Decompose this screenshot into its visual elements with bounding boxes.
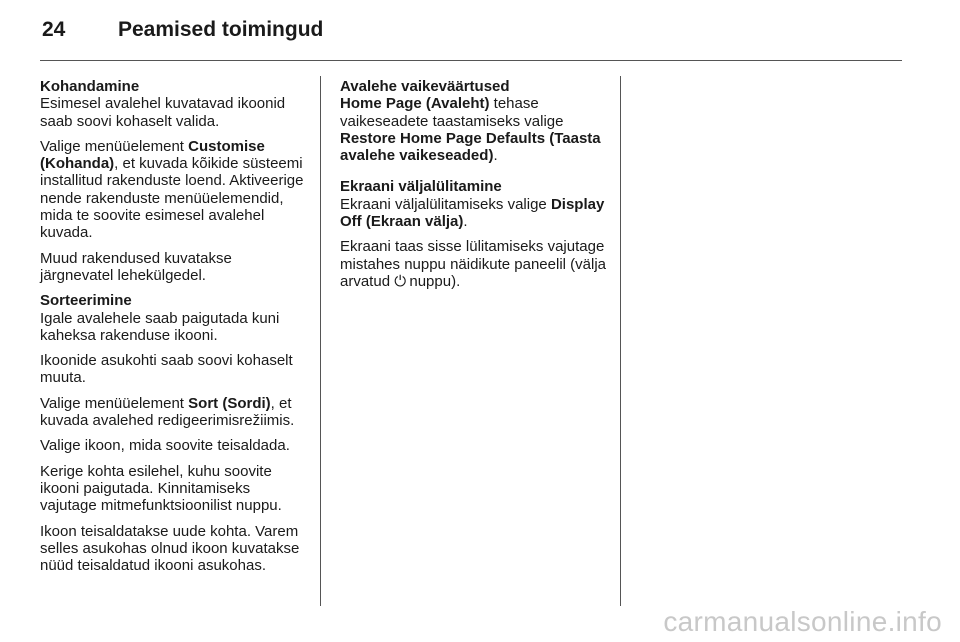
section-heading-kohandamine: Kohandamine (40, 78, 140, 95)
paragraph-text: Igale avalehele saab paigutada kuni kaheksa rakenduse ikooni. (40, 309, 280, 344)
paragraph-text: Esimesel avalehel kuvatavad ikoonid saab soovi kohaselt valida. (40, 95, 286, 130)
paragraph-text: Ikoon teisaldatakse uude kohta. Varem selles asukohas olnud ikoon kuvatakse nüüd teisaldatud ikooni asukohas. (40, 522, 300, 575)
column-1 (40, 78, 308, 582)
section-heading-sorteerimine: Sorteerimine (40, 292, 132, 310)
paragraph-text: Muud rakendused kuvatakse järgnevatel lehekülgedel. (40, 249, 232, 284)
paragraph (40, 250, 308, 285)
column-2 (340, 78, 608, 298)
menu-item-customise: Customise (Kohanda) (40, 137, 265, 173)
menu-item-restore-defaults: Restore Home Page Defaults (Taasta avalehe vaikeseaded) (340, 129, 601, 165)
paragraph-text: Valige ikoon, mida soovite teisaldada. (40, 437, 290, 455)
paragraph-text: Kerige kohta esilehel, kuhu soovite ikooni paigutada. Kinnitamiseks vajutage mitmefunktsioonilist nuppu. (40, 462, 282, 515)
paragraph (340, 238, 608, 290)
paragraph-text: Ikoonide asukohti saab soovi kohaselt muuta. (40, 352, 293, 387)
paragraph-text: . (463, 213, 468, 231)
column-divider-1 (320, 76, 321, 606)
menu-item-sort: Sort (Sordi) (188, 394, 271, 412)
section-heading-ekraani-valjalulitamine: Ekraani väljalülitamine (340, 178, 502, 196)
paragraph (40, 437, 308, 454)
watermark: carmanualsonline.info (663, 606, 942, 637)
page-number: 24 (42, 18, 66, 41)
paragraph (40, 523, 308, 575)
paragraph-text: , et kuvada kõikide süsteemi installitud rakenduste loend. Aktiveerige nende rakenduste menüüelemendid, mida te soovite esimesel avalehel kuvada. (40, 155, 304, 242)
paragraph-text: Ekraani taas sisse lülitamiseks vajutage mistahes nuppu näidikute paneelil (välja arvatud (340, 238, 607, 290)
column-divider-2 (620, 76, 621, 606)
paragraph-text: , et kuvada avalehed redigeerimisrežiimis. (40, 394, 295, 430)
paragraph-text: Valige menüüelement (40, 394, 189, 412)
page-title: Peamised toimingud (118, 18, 324, 41)
menu-item-home-page: Home Page (Avaleht) (340, 95, 490, 113)
paragraph-text: nuppu). (405, 272, 461, 290)
paragraph (40, 95, 308, 130)
paragraph (40, 352, 308, 387)
paragraph-text: Valige menüüelement (40, 137, 189, 155)
paragraph (40, 310, 308, 345)
power-icon: ⏻ (394, 272, 407, 290)
page-header (42, 18, 323, 48)
paragraph (40, 138, 308, 242)
paragraph (40, 395, 308, 430)
paragraph-text: tehase vaikeseadete taastamiseks valige (340, 95, 564, 130)
menu-item-display-off: Display Off (Ekraan välja) (340, 195, 605, 231)
header-rule (40, 60, 902, 61)
paragraph (340, 95, 608, 164)
paragraph-text: . (493, 147, 498, 165)
section-heading-avalehe-vaikevaartused: Avalehe vaikeväärtused (340, 78, 510, 95)
paragraph (40, 463, 308, 515)
paragraph (340, 196, 608, 231)
paragraph-text: Ekraani väljalülitamiseks valige (340, 195, 551, 213)
